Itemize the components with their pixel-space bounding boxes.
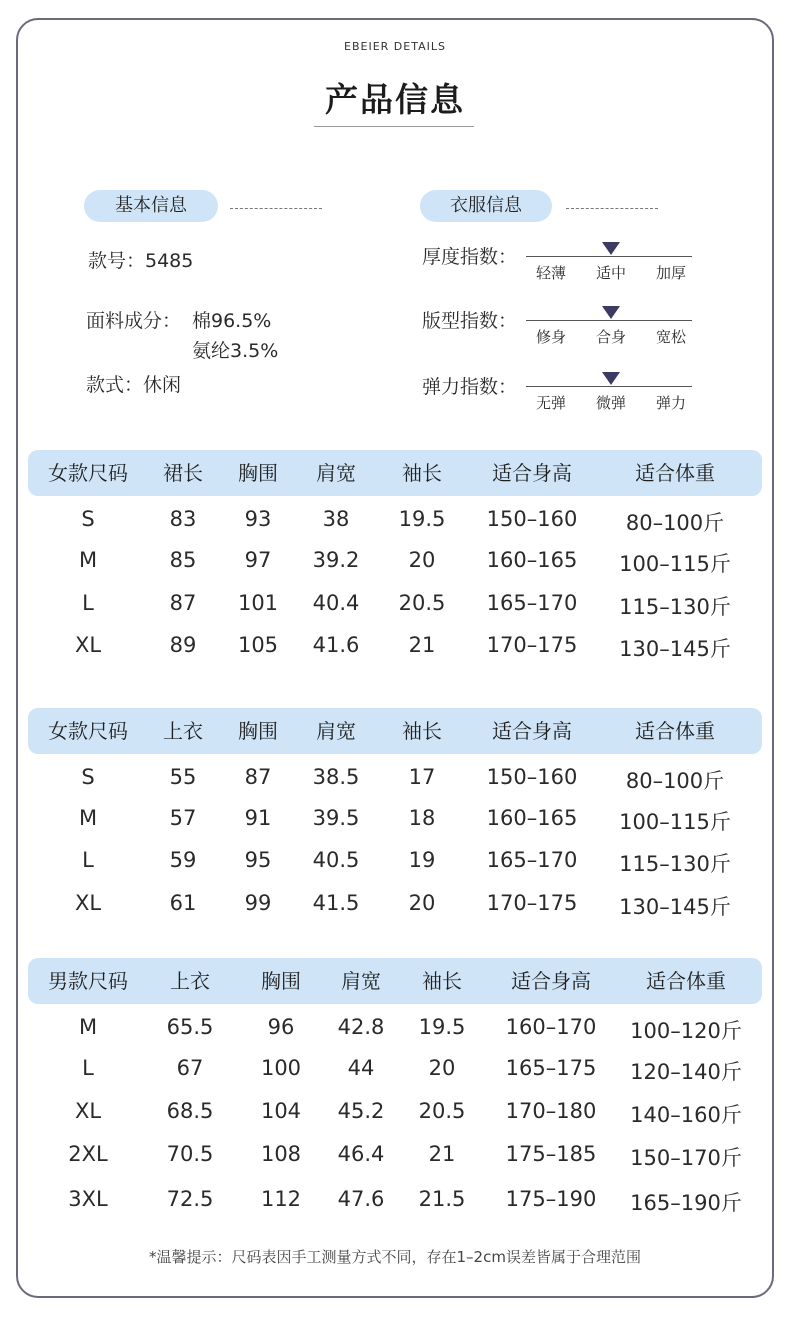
- measurement-note: *温馨提示：尺码表因手工测量方式不同，存在1–2cm误差皆属于合理范围: [149, 1248, 641, 1266]
- table-header-cell: 女款尺码: [48, 461, 128, 485]
- table-cell: 165–190斤: [630, 1191, 742, 1215]
- table-cell: 20.5: [418, 1099, 466, 1123]
- table-header-cell: 肩宽: [316, 719, 356, 743]
- table-cell: 80–100斤: [625, 511, 725, 535]
- table-cell: 170–175: [486, 891, 578, 915]
- scale-track: [526, 320, 692, 321]
- table-cell: 105: [237, 633, 279, 657]
- table-cell: 40.5: [312, 848, 360, 872]
- table-cell: 39.2: [312, 548, 360, 572]
- table-cell: 170–180: [505, 1099, 597, 1123]
- basic-info-pill: 基本信息: [84, 190, 218, 222]
- table-cell: 18: [408, 806, 436, 830]
- table-cell: 40.4: [312, 591, 360, 615]
- table-cell: 72.5: [166, 1187, 214, 1211]
- table-cell: 20.5: [398, 591, 446, 615]
- table-cell: 100–115斤: [619, 810, 731, 834]
- table-cell: 39.5: [312, 806, 360, 830]
- brand-eyebrow: EBEIER DETAILS: [344, 40, 446, 53]
- table-header-cell: 适合体重: [635, 719, 715, 743]
- table-cell: 96: [267, 1015, 295, 1039]
- table-cell: 42.8: [337, 1015, 385, 1039]
- table-cell: 21.5: [418, 1187, 466, 1211]
- table-cell: 104: [260, 1099, 302, 1123]
- table-cell: 45.2: [337, 1099, 385, 1123]
- table-header-cell: 女款尺码: [48, 719, 128, 743]
- table-header-cell: 胸围: [238, 461, 278, 485]
- table-cell: M: [78, 1015, 98, 1039]
- table-cell: 165–175: [505, 1056, 597, 1080]
- table-header-cell: 上衣: [163, 719, 203, 743]
- scale-marker-icon: [602, 372, 620, 385]
- table-cell: 87: [244, 765, 272, 789]
- scale-option: 无弹: [535, 394, 566, 412]
- table-cell: 130–145斤: [619, 895, 731, 919]
- table-cell: 61: [169, 891, 197, 915]
- table-cell: 160–165: [486, 806, 578, 830]
- table-header-cell: 胸围: [261, 969, 301, 993]
- table-header-cell: 肩宽: [341, 969, 381, 993]
- divider-dash: [566, 208, 658, 209]
- table-cell: 68.5: [166, 1099, 214, 1123]
- style-type: 款式：休闲: [86, 374, 182, 396]
- scale-label: 厚度指数：: [422, 246, 518, 268]
- table-cell: 140–160斤: [630, 1103, 742, 1127]
- scale-option: 宽松: [655, 328, 686, 346]
- table-cell: 2XL: [68, 1142, 108, 1166]
- table-cell: S: [81, 507, 95, 531]
- table-cell: 150–170斤: [630, 1146, 742, 1170]
- table-cell: 20: [408, 891, 436, 915]
- table-cell: 55: [169, 765, 197, 789]
- table-cell: 21: [408, 633, 436, 657]
- title-divider: [314, 126, 474, 127]
- table-cell: L: [82, 1056, 94, 1080]
- scale-marker-icon: [602, 242, 620, 255]
- table-cell: 21: [428, 1142, 456, 1166]
- divider-dash: [230, 208, 322, 209]
- table-cell: 83: [169, 507, 197, 531]
- clothing-info-pill: 衣服信息: [420, 190, 552, 222]
- table-cell: 19.5: [418, 1015, 466, 1039]
- table-cell: 97: [244, 548, 272, 572]
- scale-option: 加厚: [655, 264, 686, 282]
- table-cell: 38.5: [312, 765, 360, 789]
- table-cell: M: [78, 548, 98, 572]
- table-cell: 19.5: [398, 507, 446, 531]
- table-cell: 57: [169, 806, 197, 830]
- scale-label: 弹力指数：: [422, 376, 518, 398]
- table-cell: 17: [408, 765, 436, 789]
- scale-option: 修身: [535, 328, 566, 346]
- table-cell: 59: [169, 848, 197, 872]
- table-cell: 170–175: [486, 633, 578, 657]
- table-cell: 108: [260, 1142, 302, 1166]
- table-cell: 112: [260, 1187, 302, 1211]
- scale-track: [526, 256, 692, 257]
- scale-track: [526, 386, 692, 387]
- table-header-cell: 适合身高: [511, 969, 591, 993]
- table-cell: 67: [176, 1056, 204, 1080]
- table-header-cell: 肩宽: [316, 461, 356, 485]
- table-cell: 93: [244, 507, 272, 531]
- table-cell: 150–160: [486, 765, 578, 789]
- table-cell: 20: [408, 548, 436, 572]
- table-header-cell: 适合身高: [492, 461, 572, 485]
- table-cell: 160–170: [505, 1015, 597, 1039]
- table-cell: 38: [322, 507, 350, 531]
- table-cell: L: [82, 591, 94, 615]
- scale-label: 版型指数：: [422, 310, 518, 332]
- table-cell: 175–185: [505, 1142, 597, 1166]
- table-cell: 130–145斤: [619, 637, 731, 661]
- page-title: 产品信息: [325, 80, 465, 119]
- table-cell: 87: [169, 591, 197, 615]
- fabric-spandex: 氨纶3.5%: [192, 340, 279, 362]
- table-cell: 100–115斤: [619, 552, 731, 576]
- scale-marker-icon: [602, 306, 620, 319]
- table-cell: 120–140斤: [630, 1060, 742, 1084]
- table-cell: 80–100斤: [625, 769, 725, 793]
- table-cell: 91: [244, 806, 272, 830]
- table-cell: 89: [169, 633, 197, 657]
- table-cell: 100–120斤: [630, 1019, 742, 1043]
- table-cell: 3XL: [68, 1187, 108, 1211]
- table-header-cell: 上衣: [170, 969, 210, 993]
- table-cell: XL: [74, 633, 102, 657]
- table-header-cell: 适合身高: [492, 719, 572, 743]
- table-header-cell: 裙长: [163, 461, 203, 485]
- scale-option: 微弹: [595, 394, 626, 412]
- table-cell: 85: [169, 548, 197, 572]
- table-header-cell: 袖长: [402, 719, 442, 743]
- table-header-cell: 袖长: [402, 461, 442, 485]
- table-cell: 175–190: [505, 1187, 597, 1211]
- fabric-label: 面料成分：: [86, 310, 182, 332]
- table-cell: 46.4: [337, 1142, 385, 1166]
- table-cell: 47.6: [337, 1187, 385, 1211]
- scale-option: 适中: [595, 264, 626, 282]
- table-header-cell: 适合体重: [635, 461, 715, 485]
- scale-option: 轻薄: [535, 264, 566, 282]
- table-cell: 115–130斤: [619, 595, 731, 619]
- table-cell: 100: [260, 1056, 302, 1080]
- table-cell: 41.6: [312, 633, 360, 657]
- table-cell: 99: [244, 891, 272, 915]
- table-cell: 44: [347, 1056, 375, 1080]
- table-cell: 95: [244, 848, 272, 872]
- table-cell: 70.5: [166, 1142, 214, 1166]
- table-cell: 101: [237, 591, 279, 615]
- table-cell: XL: [74, 891, 102, 915]
- table-cell: S: [81, 765, 95, 789]
- table-cell: 65.5: [166, 1015, 214, 1039]
- style-number: 款号：5485: [88, 250, 194, 272]
- table-cell: 160–165: [486, 548, 578, 572]
- table-cell: XL: [74, 1099, 102, 1123]
- table-header-cell: 胸围: [238, 719, 278, 743]
- fabric-cotton: 棉96.5%: [192, 310, 272, 332]
- table-header-cell: 男款尺码: [48, 969, 128, 993]
- table-cell: L: [82, 848, 94, 872]
- table-cell: 165–170: [486, 848, 578, 872]
- table-cell: 19: [408, 848, 436, 872]
- table-cell: 150–160: [486, 507, 578, 531]
- table-cell: 115–130斤: [619, 852, 731, 876]
- table-header-cell: 适合体重: [646, 969, 726, 993]
- table-cell: M: [78, 806, 98, 830]
- scale-option: 弹力: [655, 394, 686, 412]
- table-cell: 20: [428, 1056, 456, 1080]
- scale-option: 合身: [595, 328, 626, 346]
- table-cell: 41.5: [312, 891, 360, 915]
- table-header-cell: 袖长: [422, 969, 462, 993]
- table-cell: 165–170: [486, 591, 578, 615]
